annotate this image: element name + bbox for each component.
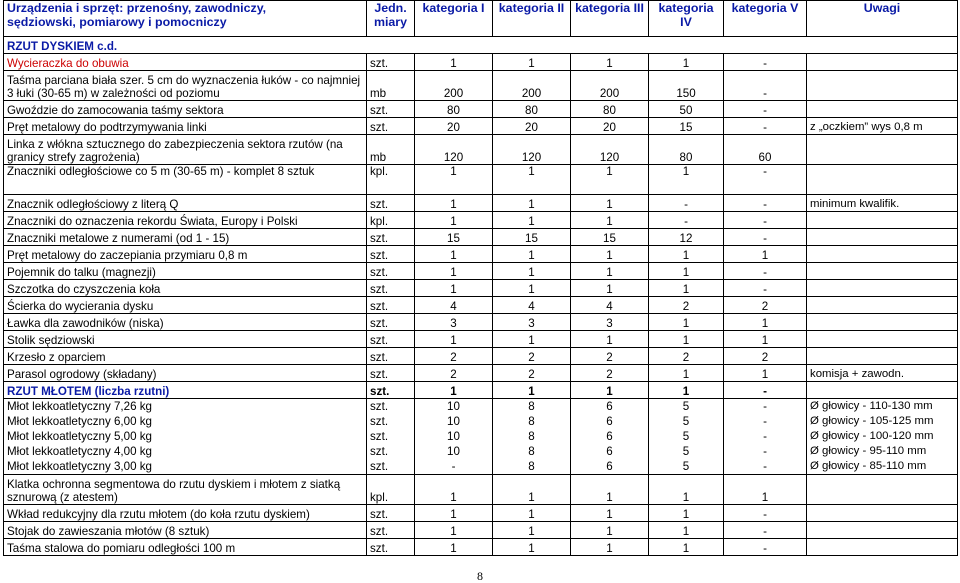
item-note	[807, 229, 958, 246]
hammer-rows	[4, 399, 958, 475]
hammer-k3-value: 6	[606, 445, 613, 458]
table-row	[4, 365, 958, 382]
item-k3: 120	[571, 135, 649, 165]
item-unit: kpl.	[367, 212, 415, 229]
item-name: Wkład redukcyjny dla rzutu młotem (do koła rzutu dyskiem)	[4, 505, 367, 522]
hammer-k4-value: 5	[682, 445, 690, 458]
table-row	[4, 165, 958, 195]
item-k3: 15	[571, 229, 649, 246]
table-row	[4, 135, 958, 165]
item-note	[807, 539, 958, 556]
header-cat4-line2: IV	[680, 15, 692, 29]
item-k5: 1	[724, 246, 807, 263]
item-k3: 2	[571, 348, 649, 365]
item-k4: 50	[649, 101, 724, 118]
item-note	[807, 246, 958, 263]
table-row	[4, 505, 958, 522]
item-k4: 1	[649, 522, 724, 539]
hammer-unit: szt.	[370, 415, 389, 428]
hammer-k3-value: 6	[606, 460, 613, 473]
header-unit-line1: Jedn.	[374, 1, 407, 15]
hammer-k2-value: 8	[528, 445, 535, 458]
item-k2: 1	[493, 212, 571, 229]
item-k1: 4	[415, 297, 493, 314]
table-row	[4, 212, 958, 229]
item-k3: 1	[571, 212, 649, 229]
hammer-k1-value: 10	[447, 430, 460, 443]
header-notes: Uwagi	[807, 1, 958, 37]
hammer-k4-value: 5	[682, 400, 690, 413]
item-name: Szczotka do czyszczenia koła	[4, 280, 367, 297]
item-k1: 2	[415, 348, 493, 365]
item-unit: szt.	[367, 314, 415, 331]
item-note: minimum kwalifik.	[807, 195, 958, 212]
hammer-name: Młot lekkoatletyczny 7,26 kg	[7, 400, 152, 413]
item-k1: 1	[415, 54, 493, 71]
header-cat5: kategoria V	[724, 1, 807, 37]
item-k5: 2	[724, 297, 807, 314]
hammer-k5-value: -	[763, 445, 767, 458]
item-k4: 1	[649, 314, 724, 331]
item-note	[807, 280, 958, 297]
item-k4: 1	[649, 263, 724, 280]
header-unit	[367, 1, 415, 37]
hammer-k3-value: 6	[606, 415, 613, 428]
item-k5: -	[724, 505, 807, 522]
item-note: komisja + zawodn.	[807, 365, 958, 382]
item-k1: 120	[415, 135, 493, 165]
item-note	[807, 263, 958, 280]
hammer-k5-value: -	[763, 400, 767, 413]
header-cat1: kategoria I	[415, 1, 493, 37]
table-body	[4, 37, 958, 556]
hammer-k4-value: 5	[682, 415, 690, 428]
item-name: Znacznik odległościowy z literą Q	[4, 195, 367, 212]
item-name: Znaczniki odległościowe co 5 m (30-65 m) - komplet 8 sztuk	[4, 165, 367, 195]
item-note	[807, 165, 958, 195]
hammer-k2-value: 8	[528, 460, 535, 473]
header-cat4	[649, 1, 724, 37]
item-name: Wycieraczka do obuwia	[4, 54, 367, 71]
item-unit: kpl.	[367, 165, 415, 195]
item-k2: 1	[493, 54, 571, 71]
hammer-note: Ø głowicy - 110-130 mm	[810, 400, 933, 412]
table-row	[4, 314, 958, 331]
item-k4: 1	[649, 539, 724, 556]
item-k3: 80	[571, 101, 649, 118]
hammer-name: Młot lekkoatletyczny 4,00 kg	[7, 445, 152, 458]
item-k3: 1	[571, 539, 649, 556]
item-name: Stojak do zawieszania młotów (8 sztuk)	[4, 522, 367, 539]
item-k5: -	[724, 212, 807, 229]
item-k4: 1	[649, 505, 724, 522]
hammer-unit: szt.	[370, 430, 389, 443]
item-k5: -	[724, 101, 807, 118]
header-title-line1: Urządzenia i sprzęt: przenośny, zawodniczy,	[7, 1, 267, 15]
hammer-name: Młot lekkoatletyczny 6,00 kg	[7, 415, 152, 428]
item-unit: szt.	[367, 101, 415, 118]
item-k2: 1	[493, 195, 571, 212]
item-name: Ławka dla zawodników (niska)	[4, 314, 367, 331]
item-k4: 12	[649, 229, 724, 246]
item-k3: 1	[571, 280, 649, 297]
item-unit: szt.	[367, 280, 415, 297]
item-k2: 4	[493, 297, 571, 314]
item-k2: 200	[493, 71, 571, 101]
item-k1: 1	[415, 539, 493, 556]
section2-k5: -	[724, 382, 807, 399]
item-k3: 1	[571, 475, 649, 505]
hammer-k2-value: 8	[528, 415, 535, 428]
hammer-k5	[724, 399, 807, 475]
hammer-note: Ø głowicy - 100-120 mm	[810, 430, 934, 442]
hammer-k1-value: -	[451, 460, 456, 473]
section2-k1: 1	[415, 382, 493, 399]
item-k5: -	[724, 280, 807, 297]
item-k4: 1	[649, 280, 724, 297]
item-k5: -	[724, 195, 807, 212]
hammer-note: Ø głowicy - 95-110 mm	[810, 445, 927, 457]
item-k3: 1	[571, 54, 649, 71]
item-k4: 1	[649, 475, 724, 505]
section2-unit: szt.	[367, 382, 415, 399]
item-k4: 2	[649, 348, 724, 365]
item-k4: 150	[649, 71, 724, 101]
section2-k4: 1	[649, 382, 724, 399]
item-k3: 200	[571, 71, 649, 101]
item-name: Taśma stalowa do pomiaru odległości 100 m	[4, 539, 367, 556]
item-note	[807, 475, 958, 505]
item-unit: szt.	[367, 522, 415, 539]
header-unit-line2: miary	[373, 15, 408, 29]
header-row	[4, 1, 958, 37]
section-row	[4, 37, 958, 54]
item-k5: 1	[724, 331, 807, 348]
table-row	[4, 246, 958, 263]
item-k1: 1	[415, 280, 493, 297]
item-k1: 1	[415, 505, 493, 522]
item-unit: szt.	[367, 297, 415, 314]
item-k2: 1	[493, 505, 571, 522]
page-number: 8	[477, 569, 483, 583]
item-k1: 1	[415, 331, 493, 348]
item-k1: 20	[415, 118, 493, 135]
item-k4: -	[649, 195, 724, 212]
item-k5: 1	[724, 475, 807, 505]
item-k4: 15	[649, 118, 724, 135]
table-row	[4, 71, 958, 101]
hammer-names	[4, 399, 367, 475]
item-note	[807, 297, 958, 314]
item-k1: 80	[415, 101, 493, 118]
item-k2: 80	[493, 101, 571, 118]
item-name: Parasol ogrodowy (składany)	[4, 365, 367, 382]
item-k2: 3	[493, 314, 571, 331]
item-k5: -	[724, 54, 807, 71]
section-title: RZUT DYSKIEM c.d.	[4, 37, 958, 54]
item-k4: 1	[649, 246, 724, 263]
item-k5: -	[724, 522, 807, 539]
section2-k2: 1	[493, 382, 571, 399]
item-k4: 1	[649, 331, 724, 348]
item-k2: 2	[493, 365, 571, 382]
section-row	[4, 382, 958, 399]
item-k2: 20	[493, 118, 571, 135]
item-k3: 4	[571, 297, 649, 314]
item-name: Krzesło z oparciem	[4, 348, 367, 365]
item-note	[807, 348, 958, 365]
item-name: Znaczniki metalowe z numerami (od 1 - 15)	[4, 229, 367, 246]
hammer-k5-value: -	[763, 460, 767, 473]
item-k1: 1	[415, 475, 493, 505]
item-note	[807, 314, 958, 331]
table-row	[4, 297, 958, 314]
item-k4: 1	[649, 165, 724, 195]
item-unit: szt.	[367, 229, 415, 246]
hammer-k3-value: 6	[606, 400, 613, 413]
table-row	[4, 118, 958, 135]
item-k2: 1	[493, 539, 571, 556]
item-k2: 1	[493, 475, 571, 505]
table-row	[4, 475, 958, 505]
hammer-note: Ø głowicy - 85-110 mm	[810, 460, 927, 472]
hammer-name: Młot lekkoatletyczny 3,00 kg	[7, 460, 152, 473]
item-k2: 1	[493, 522, 571, 539]
item-k1: 1	[415, 195, 493, 212]
item-note	[807, 212, 958, 229]
item-k4: 80	[649, 135, 724, 165]
item-k5: 60	[724, 135, 807, 165]
item-k4: -	[649, 212, 724, 229]
item-k1: 3	[415, 314, 493, 331]
item-note	[807, 71, 958, 101]
item-name: Gwoździe do zamocowania taśmy sektora	[4, 101, 367, 118]
item-k4: 1	[649, 365, 724, 382]
item-name: Pręt metalowy do zaczepiania przymiaru 0,8 m	[4, 246, 367, 263]
item-k2: 1	[493, 263, 571, 280]
item-k3: 1	[571, 263, 649, 280]
hammer-unit: szt.	[370, 460, 389, 473]
item-k3: 1	[571, 522, 649, 539]
item-k3: 1	[571, 331, 649, 348]
item-unit: szt.	[367, 348, 415, 365]
item-name: Znaczniki do oznaczenia rekordu Świata, Europy i Polski	[4, 212, 367, 229]
item-name: Taśma parciana biała szer. 5 cm do wyznaczenia łuków - co najmniej 3 łuki (30-65 m) w zależności od poziomu	[4, 71, 367, 101]
item-k3: 1	[571, 246, 649, 263]
item-k2: 1	[493, 246, 571, 263]
item-k5: 2	[724, 348, 807, 365]
item-k5: 1	[724, 314, 807, 331]
item-name: Linka z włókna sztucznego do zabezpieczenia sektora rzutów (na granicy strefy zagrożenia)	[4, 135, 367, 165]
table-row	[4, 539, 958, 556]
hammer-unit: szt.	[370, 445, 389, 458]
header-cat4-line1: kategoria	[658, 1, 714, 15]
hammer-k3	[571, 399, 649, 475]
hammer-k5-value: -	[763, 430, 767, 443]
item-k2: 1	[493, 280, 571, 297]
item-unit: kpl.	[367, 475, 415, 505]
item-k5: -	[724, 229, 807, 246]
table-row	[4, 522, 958, 539]
item-k2: 1	[493, 331, 571, 348]
table-row	[4, 54, 958, 71]
item-k5: -	[724, 539, 807, 556]
item-k1: 1	[415, 212, 493, 229]
item-k5: -	[724, 118, 807, 135]
item-k4: 1	[649, 54, 724, 71]
header-cat3: kategoria III	[571, 1, 649, 37]
header-title	[4, 1, 367, 37]
hammer-k1	[415, 399, 493, 475]
section2-title: RZUT MŁOTEM (liczba rzutni)	[4, 382, 367, 399]
item-k4: 2	[649, 297, 724, 314]
hammer-name: Młot lekkoatletyczny 5,00 kg	[7, 430, 152, 443]
item-note	[807, 54, 958, 71]
table-row	[4, 101, 958, 118]
item-unit: szt.	[367, 263, 415, 280]
hammer-k4	[649, 399, 724, 475]
item-k3: 2	[571, 365, 649, 382]
hammer-k1-value: 10	[447, 400, 460, 413]
item-unit: szt.	[367, 365, 415, 382]
hammer-k1-value: 10	[447, 415, 460, 428]
item-k1: 1	[415, 246, 493, 263]
hammer-k1-value: 10	[447, 445, 460, 458]
section2-k3: 1	[571, 382, 649, 399]
table-row	[4, 348, 958, 365]
header-title-line2: sędziowski, pomiarowy i pomocniczy	[7, 15, 227, 29]
hammer-k5-value: -	[763, 415, 767, 428]
table-row	[4, 280, 958, 297]
hammer-k4-value: 5	[682, 460, 690, 473]
item-name: Klatka ochronna segmentowa do rzutu dyskiem i młotem z siatką sznurową (z atestem)	[4, 475, 367, 505]
item-k2: 1	[493, 165, 571, 195]
item-unit: szt.	[367, 118, 415, 135]
item-name: Stolik sędziowski	[4, 331, 367, 348]
item-name: Pojemnik do talku (magnezji)	[4, 263, 367, 280]
item-unit: szt.	[367, 331, 415, 348]
hammer-unit: szt.	[370, 400, 389, 413]
item-note: z „oczkiem” wys 0,8 m	[807, 118, 958, 135]
section2-note	[807, 382, 958, 399]
item-k3: 1	[571, 195, 649, 212]
item-unit: szt.	[367, 505, 415, 522]
hammer-units	[367, 399, 415, 475]
item-unit: szt.	[367, 195, 415, 212]
item-k1: 15	[415, 229, 493, 246]
item-unit: mb	[367, 135, 415, 165]
item-k1: 1	[415, 165, 493, 195]
item-unit: szt.	[367, 54, 415, 71]
equipment-table	[3, 0, 958, 556]
item-name: Pręt metalowy do podtrzymywania linki	[4, 118, 367, 135]
table-row	[4, 263, 958, 280]
item-note	[807, 331, 958, 348]
item-k2: 15	[493, 229, 571, 246]
item-k5: 1	[724, 365, 807, 382]
hammer-note: Ø głowicy - 105-125 mm	[810, 415, 934, 427]
item-k3: 1	[571, 505, 649, 522]
table-row	[4, 195, 958, 212]
item-k1: 2	[415, 365, 493, 382]
item-note	[807, 522, 958, 539]
item-note	[807, 135, 958, 165]
hammer-notes	[807, 399, 958, 475]
item-unit: mb	[367, 71, 415, 101]
hammer-k3-value: 6	[606, 430, 613, 443]
item-name: Ścierka do wycierania dysku	[4, 297, 367, 314]
item-note	[807, 505, 958, 522]
hammer-k2-value: 8	[528, 430, 535, 443]
item-unit: szt.	[367, 246, 415, 263]
item-note	[807, 101, 958, 118]
item-k3: 1	[571, 165, 649, 195]
item-k1: 1	[415, 263, 493, 280]
item-unit: szt.	[367, 539, 415, 556]
item-k5: -	[724, 165, 807, 195]
item-k1: 1	[415, 522, 493, 539]
item-k3: 20	[571, 118, 649, 135]
item-k5: -	[724, 263, 807, 280]
header-cat2: kategoria II	[493, 1, 571, 37]
hammer-k2-value: 8	[528, 400, 535, 413]
item-k2: 2	[493, 348, 571, 365]
table-row	[4, 229, 958, 246]
item-k3: 3	[571, 314, 649, 331]
item-k5: -	[724, 71, 807, 101]
item-k1: 200	[415, 71, 493, 101]
hammer-k2	[493, 399, 571, 475]
item-k2: 120	[493, 135, 571, 165]
hammer-k4-value: 5	[682, 430, 690, 443]
table-row	[4, 331, 958, 348]
